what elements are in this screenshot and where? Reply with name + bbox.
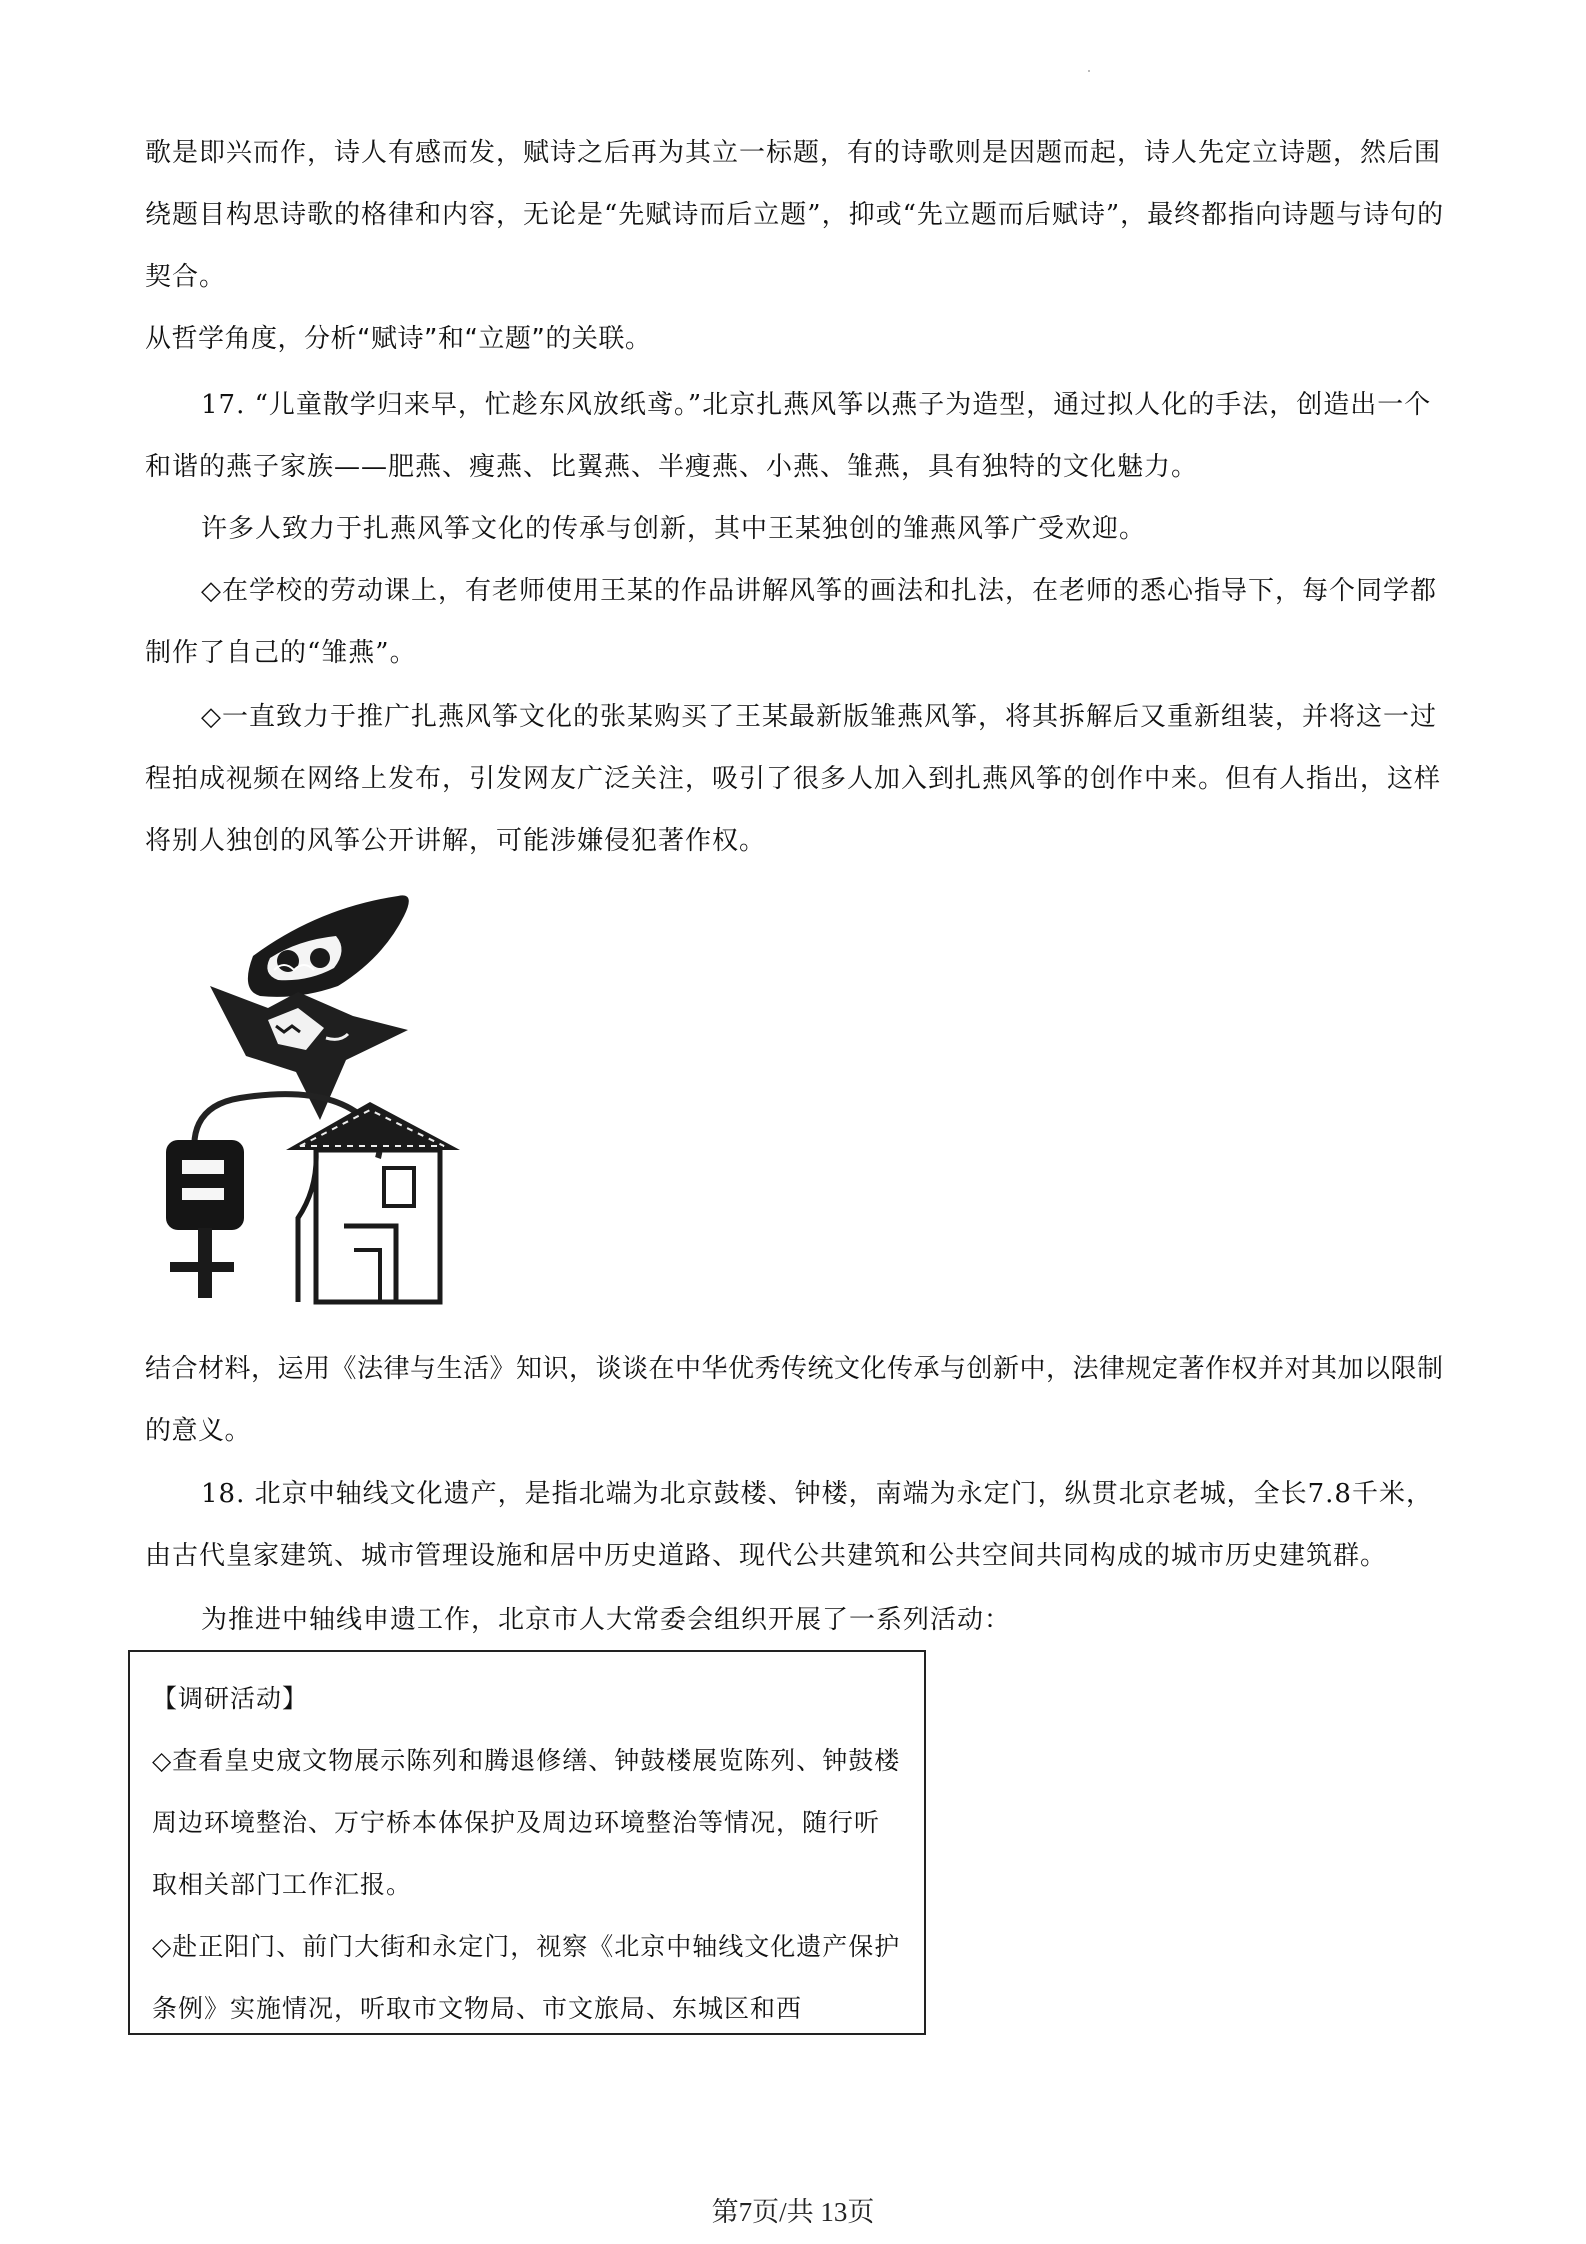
- continued-paragraph: 歌是即兴而作，诗人有感而发，赋诗之后再为其立一标题，有的诗歌则是因题而起，诗人先定立诗题，然后围绕题目构思诗歌的格律和内容，无论是“先赋诗而后立题”，抑或“先立题而后赋诗”，最终都指向诗题与诗句的契合。: [145, 138, 1445, 292]
- swallow-kite-illustration: [148, 888, 488, 1318]
- box-item-1: ◇查看皇史宬文物展示陈列和腾退修缮、钟鼓楼展览陈列、钟鼓楼周边环境整治、万宁桥本体保护及周边环境整治等情况，随行听取相关部门工作汇报。: [152, 1746, 901, 1899]
- box-heading: 【调研活动】: [152, 1684, 309, 1713]
- q18-paragraph-2: 为推进中轴线申遗工作，北京市人大常委会组织开展了一系列活动：: [201, 1605, 1012, 1635]
- research-activities-box: [128, 1650, 926, 2035]
- q17-paragraph-3: ◇在学校的劳动课上，有老师使用王某的作品讲解风筝的画法和扎法，在老师的悉心指导下，每个同学都制作了自己的“雏燕”。: [145, 576, 1437, 668]
- q17-paragraph-2: 许多人致力于扎燕风筝文化的传承与创新，其中王某独创的雏燕风筝广受欢迎。: [201, 514, 1147, 544]
- q16-question-prompt: 从哲学角度，分析“赋诗”和“立题”的关联。: [145, 324, 652, 354]
- q17-paragraph-4: ◇一直致力于推广扎燕风筝文化的张某购买了王某最新版雏燕风筝，将其拆解后又重新组装，并将这一过程拍成视频在网络上发布，引发网友广泛关注，吸引了很多人加入到扎燕风筝的创作中来。但有人指出，这样将别人独创的风筝公开讲解，可能涉嫌侵犯著作权。: [145, 702, 1442, 856]
- scan-speck: [1088, 70, 1090, 72]
- q17-question-prompt: 结合材料，运用《法律与生活》知识，谈谈在中华优秀传统文化传承与创新中，法律规定著作权并对其加以限制的意义。: [145, 1354, 1444, 1446]
- page-number-footer: 第7页/共 13页: [711, 2197, 875, 2227]
- q17-intro: 17. “儿童散学归来早，忙趁东风放纸鸢。”北京扎燕风筝以燕子为造型，通过拟人化的手法，创造出一个和谐的燕子家族——肥燕、瘦燕、比翼燕、半瘦燕、小燕、雏燕，具有独特的文化魅力。: [145, 390, 1432, 482]
- box-item-2: ◇赴正阳门、前门大街和永定门，视察《北京中轴线文化遗产保护条例》实施情况，听取市文物局、市文旅局、东城区和西: [152, 1932, 901, 2023]
- q18-intro: 18. 北京中轴线文化遗产，是指北端为北京鼓楼、钟楼，南端为永定门，纵贯北京老城，全长7.8千米，由古代皇家建筑、城市管理设施和居中历史道路、现代公共建筑和公共空间共同构成的城市历史建筑群。: [145, 1479, 1433, 1571]
